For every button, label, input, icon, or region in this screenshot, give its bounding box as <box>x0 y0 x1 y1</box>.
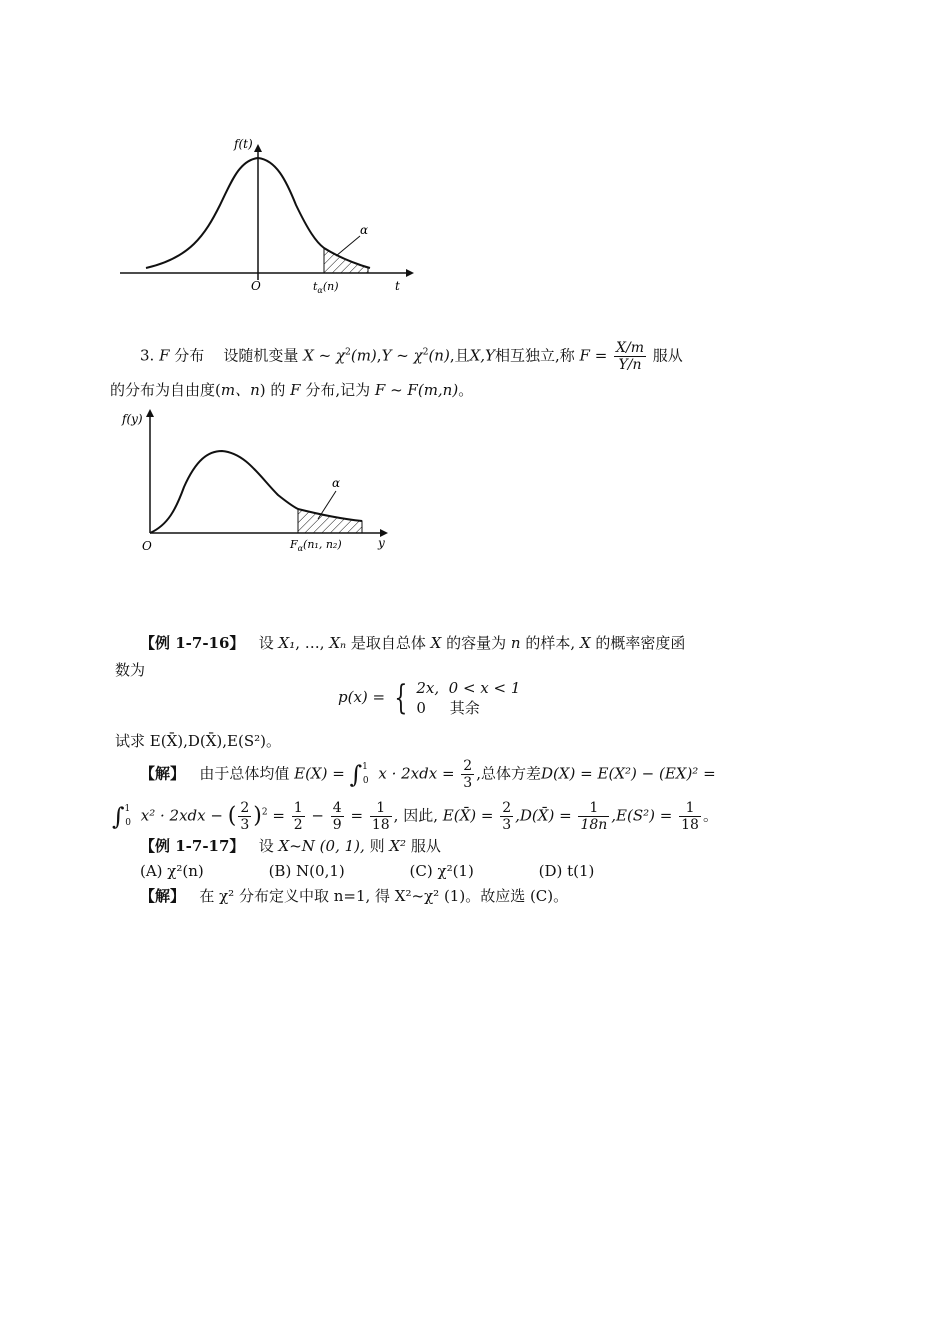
solution-17: 【解】 在 χ² 分布定义中取 n=1, 得 X²~χ² (1)。故应选 (C)。 <box>140 887 569 905</box>
option-d: (D) t(1) <box>538 862 595 880</box>
section-3-line2: 的分布为自由度(m、n) 的 F 分布,记为 F ~ F(m,n)。 <box>110 381 474 399</box>
example-16-question: 试求 E(X̄),D(X̄),E(S²)。 <box>115 732 281 750</box>
density-formula: p(x) = { 2x, 0 < x < 1 0 其余 <box>338 678 521 718</box>
y-axis-label: f(t) <box>234 137 253 151</box>
example-17-line1: 【例 1-7-17】 设 X~N (0, 1), 则 X² 服从 <box>140 837 441 855</box>
origin-label: O <box>142 539 152 553</box>
area-label: α <box>332 476 341 490</box>
x-axis-arrow <box>406 269 414 277</box>
solution-16-line2: ∫$^1_0$ x² · 2xdx − ( $\frac{2}{3}$ )$^2$ = $\frac{1}{2}$ − $\frac{4}{9}$ = $\frac{1}{18}$ , 因此, E(X̄) = $\frac{2}{3}$ ,D(X̄) = $\frac{1}{18n}$ ,E(S²) = $\frac{1}{18}$ 。 <box>112 800 718 833</box>
y-axis-arrow <box>146 409 154 417</box>
tail-area <box>298 509 362 533</box>
option-c: (C) χ²(1) <box>409 862 474 880</box>
y-axis-label: f(y) <box>122 412 143 426</box>
origin-label: O <box>251 279 261 293</box>
section-3-line1: 3. F 分布 设随机变量 X ~ $\chi^2(m),Y$ ~ $\chi^2(n)$,且X,Y相互独立,称 F = $\frac{X/m}{Y/n}$ 服从 <box>140 340 683 373</box>
area-label: α <box>360 223 369 237</box>
example-17-options <box>140 861 594 881</box>
x-axis-label: y <box>378 536 385 550</box>
x-axis-label: t <box>395 279 400 293</box>
example-16-line1: 【例 1-7-16】 设 X₁, …, Xₙ 是取自总体 X 的容量为 n 的样本, X 的概率密度函 <box>140 634 686 652</box>
y-axis-arrow <box>254 144 262 152</box>
solution-16-line1: 【解】 由于总体均值 E(X) = ∫$^1_0$ x · 2xdx = $\frac{2}{3}$ ,总体方差D(X) = E(X²) − (EX)² = <box>140 758 716 791</box>
tick-label: $t_\alpha(n)$ <box>313 280 339 295</box>
alpha-pointer <box>336 236 360 256</box>
example-16-line2: 数为 <box>115 661 146 679</box>
f-distribution-figure <box>110 405 400 555</box>
option-a: (A) χ²(n) <box>140 862 204 880</box>
option-b: (B) N(0,1) <box>268 862 345 880</box>
t-distribution-figure <box>110 130 420 300</box>
tick-label: $F_\alpha(n_1$, n₂) <box>290 538 342 553</box>
